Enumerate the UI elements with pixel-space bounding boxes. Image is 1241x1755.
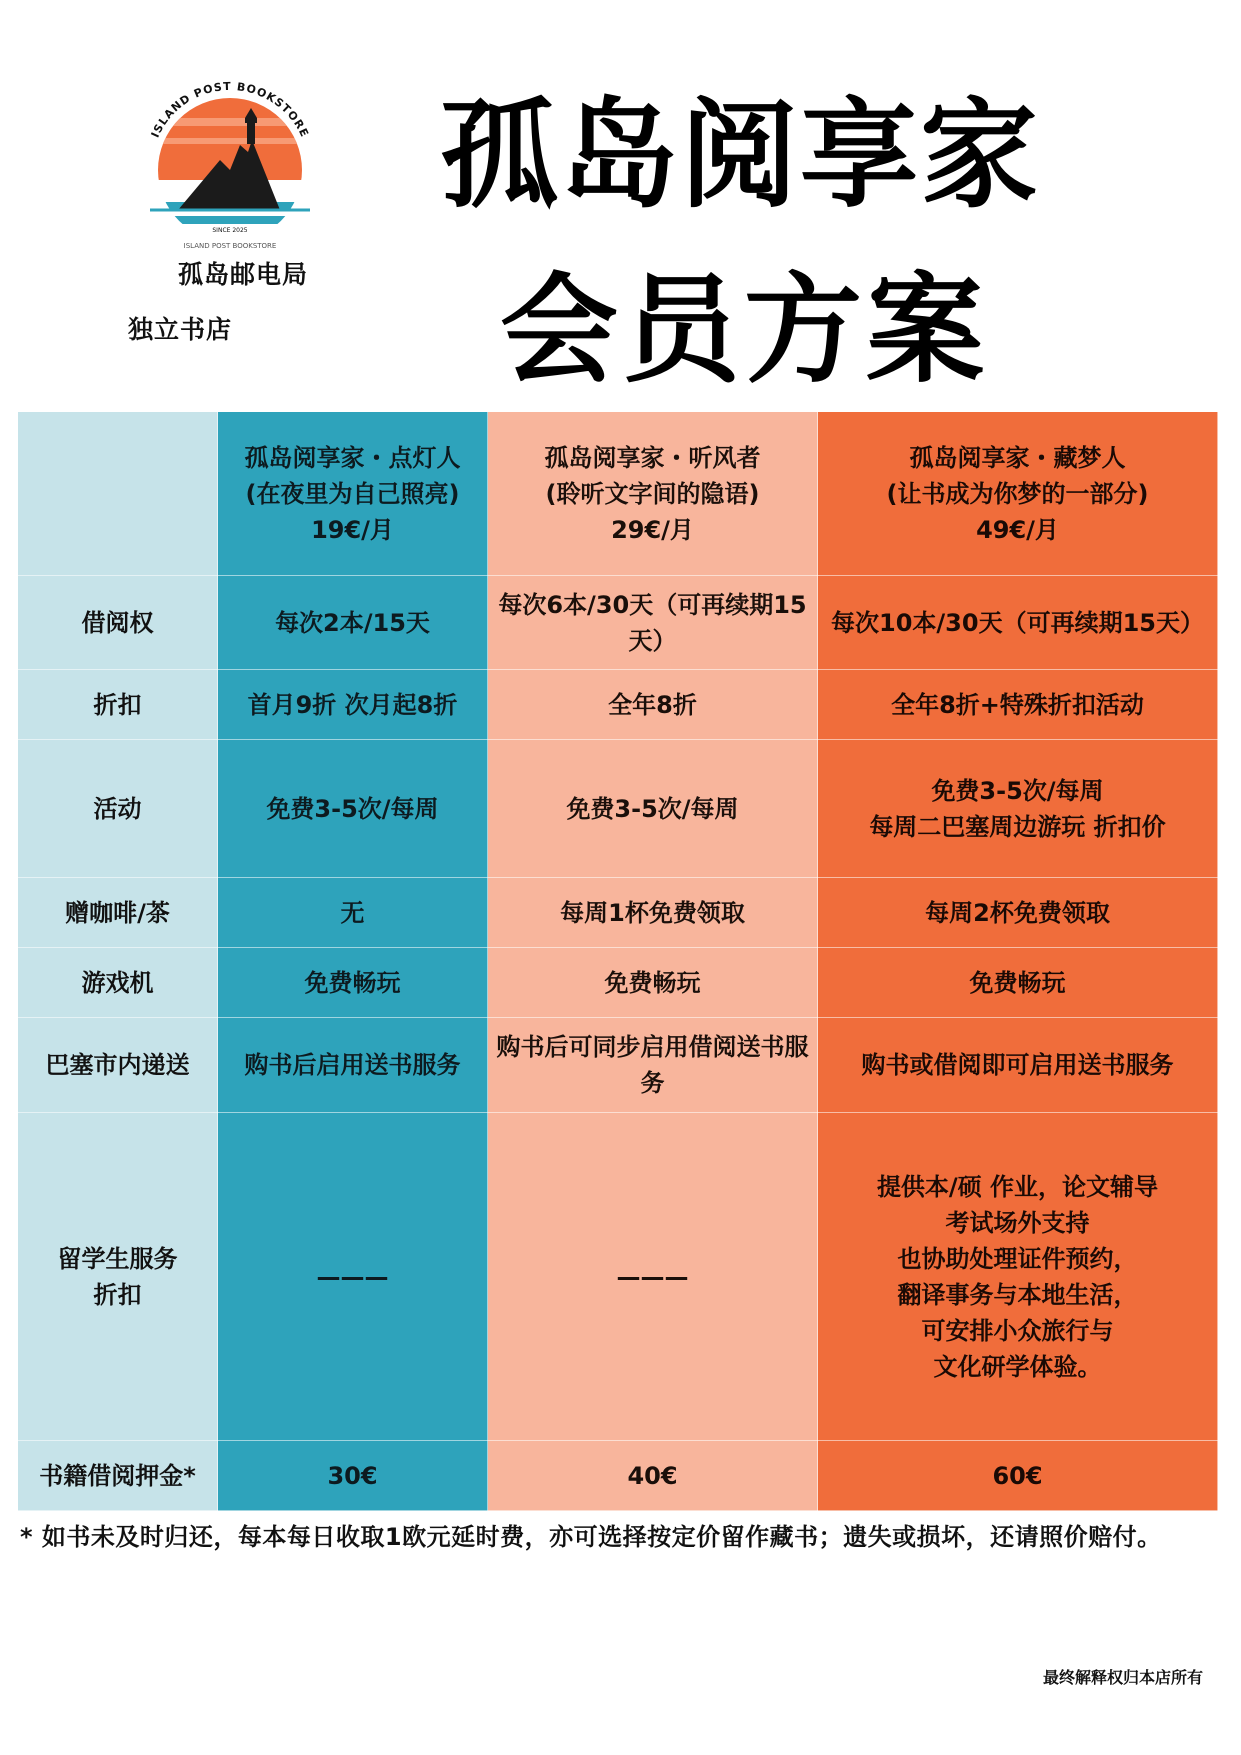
row-label: 巴塞市内递送 bbox=[18, 1018, 218, 1113]
table-row bbox=[18, 948, 1218, 1018]
membership-table bbox=[17, 411, 1218, 1511]
plan-price: 49€/月 bbox=[976, 515, 1059, 544]
table-row bbox=[18, 670, 1218, 740]
plan-slogan: (让书成为你梦的一部分) bbox=[886, 479, 1149, 508]
plan-slogan: (在夜里为自己照亮) bbox=[245, 479, 460, 508]
bookstore-logo bbox=[130, 60, 330, 260]
table-cell: 30€ bbox=[218, 1441, 488, 1511]
table-cell: 每次2本/15天 bbox=[218, 576, 488, 670]
table-cell: 40€ bbox=[488, 1441, 818, 1511]
table-cell: 购书或借阅即可启用送书服务 bbox=[818, 1018, 1218, 1113]
table-cell: 全年8折 bbox=[488, 670, 818, 740]
table-cell: 免费3-5次/每周 bbox=[488, 740, 818, 878]
plan-name: 孤岛阅享家・听风者 bbox=[544, 443, 761, 472]
row-label: 赠咖啡/茶 bbox=[18, 878, 218, 948]
table-row bbox=[18, 740, 1218, 878]
plan-header-row bbox=[18, 412, 1218, 576]
table-cell: 全年8折+特殊折扣活动 bbox=[818, 670, 1218, 740]
table-cell: 每次10本/30天（可再续期15天） bbox=[818, 576, 1218, 670]
table-cell: 免费3-5次/每周 每周二巴塞周边游玩 折扣价 bbox=[818, 740, 1218, 878]
lighthouse-logo-icon bbox=[130, 60, 330, 260]
row-label: 活动 bbox=[18, 740, 218, 878]
row-label: 折扣 bbox=[18, 670, 218, 740]
table-cell: ——— bbox=[488, 1113, 818, 1441]
table-row bbox=[18, 878, 1218, 948]
page-subtitle: 会员方案 bbox=[500, 261, 989, 399]
footnote: * 如书未及时归还，每本每日收取1欧元延时费，亦可选择按定价留作藏书；遗失或损坏，还请照价赔付。 bbox=[20, 1523, 1162, 1551]
table-row bbox=[18, 1441, 1218, 1511]
plan-price: 29€/月 bbox=[611, 515, 694, 544]
table-cell: 购书后可同步启用借阅送书服务 bbox=[488, 1018, 818, 1113]
table-cell: 每周2杯免费领取 bbox=[818, 878, 1218, 948]
table-cell: 免费3-5次/每周 bbox=[218, 740, 488, 878]
rights-statement: 最终解释权归本店所有 bbox=[1042, 1668, 1203, 1687]
row-label: 借阅权 bbox=[18, 576, 218, 670]
table-row bbox=[18, 1113, 1218, 1441]
table-cell: ——— bbox=[218, 1113, 488, 1441]
table-cell: 免费畅玩 bbox=[488, 948, 818, 1018]
table-cell: 免费畅玩 bbox=[818, 948, 1218, 1018]
table-cell: 购书后启用送书服务 bbox=[218, 1018, 488, 1113]
bookstore-tagline: 独立书店 bbox=[128, 315, 233, 344]
plan-name: 孤岛阅享家・点灯人 bbox=[244, 443, 461, 472]
table-row bbox=[18, 576, 1218, 670]
table-cell: 提供本/硕 作业，论文辅导 考试场外支持 也协助处理证件预约， 翻译事务与本地生活， 可安排小众旅行与 文化研学体验。 bbox=[818, 1113, 1218, 1441]
row-label: 游戏机 bbox=[18, 948, 218, 1018]
table-row bbox=[18, 1018, 1218, 1113]
plan-price: 19€/月 bbox=[311, 515, 394, 544]
table-cell: 每次6本/30天（可再续期15天） bbox=[488, 576, 818, 670]
plan-header-cell bbox=[218, 412, 488, 576]
row-label: 留学生服务 折扣 bbox=[18, 1113, 218, 1441]
row-label: 书籍借阅押金* bbox=[18, 1441, 218, 1511]
table-cell: 无 bbox=[218, 878, 488, 948]
page-title: 孤岛阅享家 bbox=[440, 86, 1041, 224]
corner-cell bbox=[18, 412, 218, 576]
table-cell: 60€ bbox=[818, 1441, 1218, 1511]
svg-text:ISLAND POST BOOKSTORE: ISLAND POST BOOKSTORE bbox=[183, 242, 277, 250]
plan-slogan: (聆听文字间的隐语) bbox=[545, 479, 760, 508]
plan-header-cell bbox=[818, 412, 1218, 576]
plan-name: 孤岛阅享家・藏梦人 bbox=[909, 443, 1126, 472]
table-cell: 首月9折 次月起8折 bbox=[218, 670, 488, 740]
bookstore-name: 孤岛邮电局 bbox=[178, 260, 309, 289]
plan-header-cell bbox=[488, 412, 818, 576]
svg-text:SINCE 2025: SINCE 2025 bbox=[212, 227, 248, 234]
svg-text:ISLAND POST BOOKSTORE: ISLAND POST BOOKSTORE bbox=[148, 79, 312, 140]
table-cell: 每周1杯免费领取 bbox=[488, 878, 818, 948]
table-cell: 免费畅玩 bbox=[218, 948, 488, 1018]
